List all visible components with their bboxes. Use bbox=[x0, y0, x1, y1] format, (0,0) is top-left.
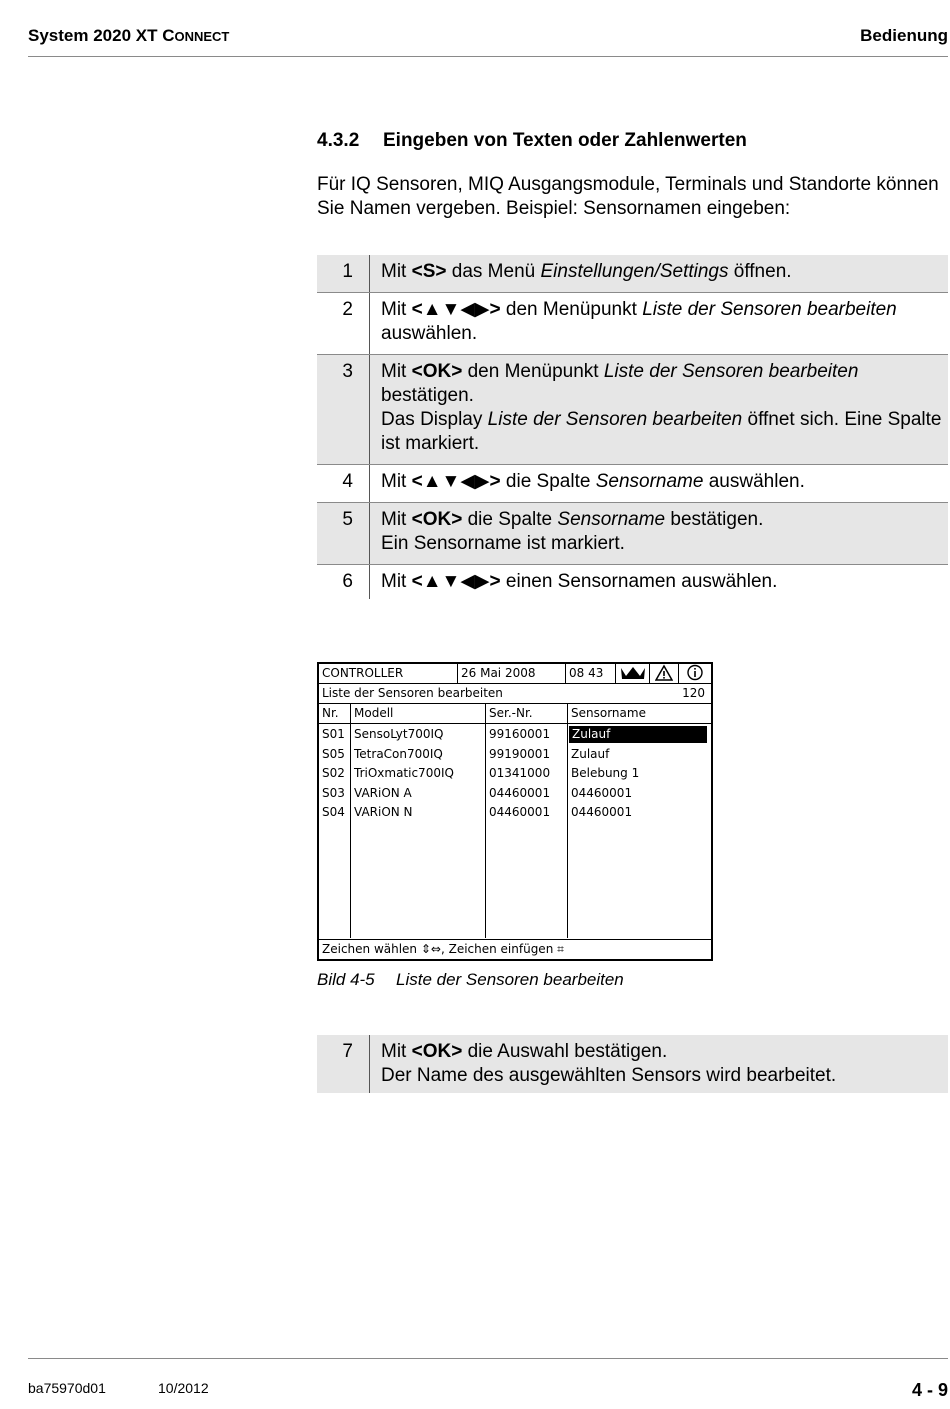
sensor-row[interactable] bbox=[319, 803, 711, 822]
device-display bbox=[317, 662, 713, 961]
row-nr: S03 bbox=[322, 785, 345, 800]
step-text: Mit <▲▼◀▶> die Spalte Sensorname auswählen. bbox=[381, 471, 805, 492]
row-nr: S02 bbox=[322, 766, 345, 780]
step-number: 1 bbox=[317, 255, 370, 292]
footer-date: 10/2012 bbox=[158, 1380, 209, 1396]
row-sensorname: Belebung 1 bbox=[571, 766, 640, 780]
step-text: Mit <▲▼◀▶> einen Sensornamen auswählen. bbox=[381, 571, 778, 592]
sensor-row[interactable] bbox=[319, 725, 711, 744]
step-text: Mit <OK> die Auswahl bestätigen. Der Name des ausgewählten Sensors wird bearbeitet. bbox=[381, 1041, 837, 1086]
figure-title: Liste der Sensoren bearbeiten bbox=[396, 970, 624, 989]
sensor-row[interactable] bbox=[319, 764, 711, 783]
header-title: System 2020 XT CONNECT bbox=[28, 26, 230, 45]
row-serial: 99160001 bbox=[489, 727, 551, 741]
step-text: Mit <OK> den Menüpunkt Liste der Sensoren bearbeiten bestätigen. Das Display Liste der Sensoren bearbeiten öffnet sich. Eine Spalte ist markiert. bbox=[381, 361, 942, 454]
row-serial: 99190001 bbox=[489, 746, 551, 761]
step-number: 5 bbox=[317, 503, 370, 564]
step-text: Mit <OK> die Spalte Sensorname bestätigen. Ein Sensorname ist markiert. bbox=[381, 509, 764, 554]
step-row bbox=[317, 354, 948, 464]
display-subtitle-bar bbox=[319, 684, 711, 704]
row-modell: TriOxmatic700IQ bbox=[354, 766, 454, 780]
step-number: 2 bbox=[317, 293, 370, 354]
steps-table-1 bbox=[317, 255, 948, 599]
step-text: Mit <S> das Menü Einstellungen/Settings öffnen. bbox=[381, 261, 792, 282]
figure-number: Bild 4-5 bbox=[317, 970, 375, 989]
footer-divider bbox=[28, 1358, 948, 1359]
column-header-row bbox=[319, 704, 711, 724]
row-sensorname: 04460001 bbox=[571, 805, 633, 819]
step-row bbox=[317, 502, 948, 564]
row-serial: 01341000 bbox=[489, 766, 551, 780]
controller-label: CONTROLLER bbox=[322, 666, 404, 680]
section-number: 4.3.2 bbox=[317, 130, 360, 151]
selected-sensorname: Zulauf bbox=[569, 726, 707, 743]
section-heading bbox=[317, 130, 747, 152]
footer-doc-number: ba75970d01 bbox=[28, 1380, 106, 1396]
col-sensorname: Sensorname bbox=[571, 706, 646, 720]
row-modell: TetraCon700IQ bbox=[354, 746, 443, 761]
display-status-bar bbox=[319, 664, 711, 684]
display-time: 08 43 bbox=[569, 666, 604, 680]
step-number: 3 bbox=[317, 355, 370, 464]
row-serial: 04460001 bbox=[489, 805, 551, 819]
display-count: 120 bbox=[682, 686, 705, 700]
step-row bbox=[317, 464, 948, 502]
intro-paragraph: Für IQ Sensoren, MIQ Ausgangsmodule, Terminals und Standorte können Sie Namen vergeben. Beispiel: Sensornamen eingeben: bbox=[317, 174, 939, 219]
section-title: Eingeben von Texten oder Zahlenwerten bbox=[383, 130, 747, 151]
sensor-row[interactable] bbox=[319, 745, 711, 764]
steps-table-2 bbox=[317, 1035, 948, 1093]
row-serial: 04460001 bbox=[489, 785, 551, 800]
col-nr: Nr. bbox=[322, 706, 339, 720]
header-divider bbox=[28, 56, 948, 57]
display-hint-bar: Zeichen wählen ⇕⇔, Zeichen einfügen ⌗ bbox=[319, 939, 711, 959]
step-text: Mit <▲▼◀▶> den Menüpunkt Liste der Sensoren bearbeiten auswählen. bbox=[381, 299, 897, 344]
step-number: 7 bbox=[317, 1035, 370, 1093]
page-number: 4 - 9 bbox=[911, 1380, 948, 1400]
display-date: 26 Mai 2008 bbox=[461, 666, 536, 680]
row-sensorname: 04460001 bbox=[571, 785, 633, 800]
step-number: 4 bbox=[317, 465, 370, 502]
row-modell: SensoLyt700IQ bbox=[354, 727, 444, 741]
step-row bbox=[317, 564, 948, 599]
row-nr: S05 bbox=[322, 746, 345, 761]
col-serial: Ser.-Nr. bbox=[489, 706, 533, 720]
step-row bbox=[317, 1035, 948, 1093]
step-number: 6 bbox=[317, 565, 370, 599]
crown-icon bbox=[615, 664, 649, 683]
row-modell: VARiON N bbox=[354, 805, 413, 819]
header-section: Bedienung bbox=[860, 26, 948, 45]
info-icon bbox=[678, 664, 710, 683]
step-row bbox=[317, 255, 948, 292]
row-modell: VARiON A bbox=[354, 785, 412, 800]
row-nr: S01 bbox=[322, 727, 345, 741]
row-sensorname: Zulauf bbox=[571, 746, 610, 761]
step-row bbox=[317, 292, 948, 354]
col-modell: Modell bbox=[354, 706, 394, 720]
display-subtitle: Liste der Sensoren bearbeiten bbox=[322, 686, 503, 700]
sensor-row[interactable] bbox=[319, 784, 711, 803]
figure-caption bbox=[317, 970, 624, 990]
row-nr: S04 bbox=[322, 805, 345, 819]
warning-icon bbox=[649, 664, 678, 683]
